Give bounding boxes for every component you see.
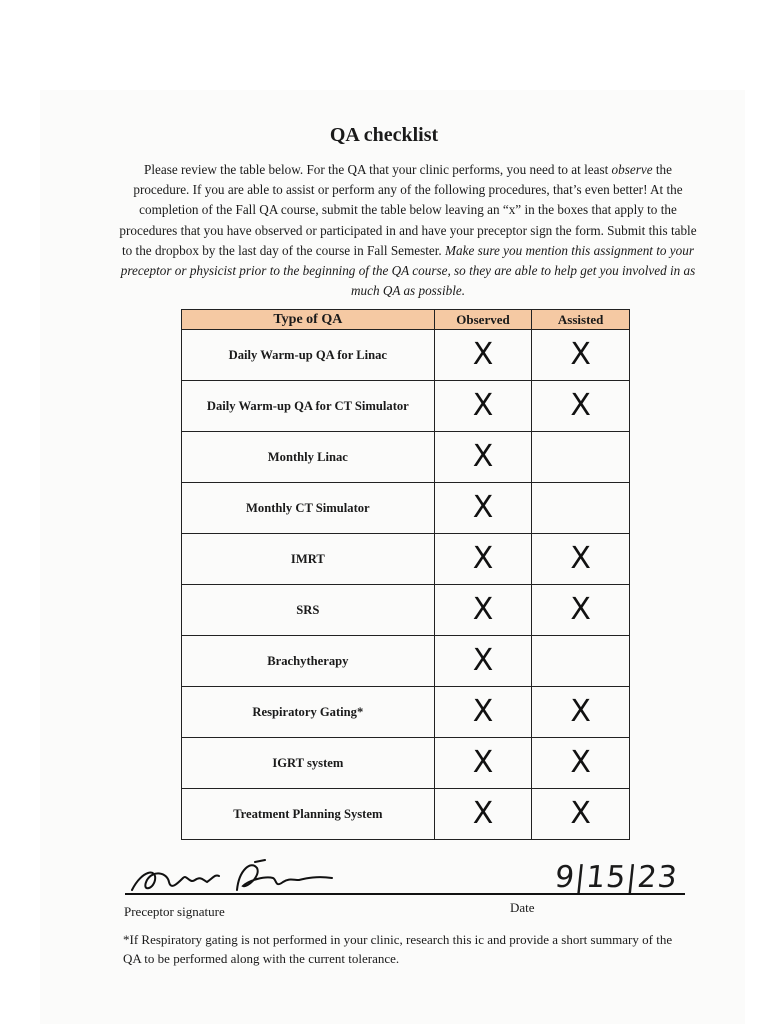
observed-cell xyxy=(434,738,532,789)
assisted-cell xyxy=(532,483,630,534)
table-row xyxy=(182,789,630,840)
table-body xyxy=(182,330,630,840)
table-row xyxy=(182,432,630,483)
table-row xyxy=(182,585,630,636)
assisted-cell xyxy=(532,381,630,432)
qa-type-cell: Respiratory Gating* xyxy=(182,687,435,738)
assisted-cell xyxy=(532,534,630,585)
observed-cell xyxy=(434,432,532,483)
instructions-emphasis-observe: observe xyxy=(611,162,653,177)
page-title: QA checklist xyxy=(329,124,439,146)
table-row xyxy=(182,636,630,687)
observed-cell xyxy=(434,636,532,687)
table-row xyxy=(182,534,630,585)
assisted-mark: X xyxy=(570,694,591,729)
observed-mark: X xyxy=(472,694,494,729)
preceptor-signature-label: Preceptor signature xyxy=(124,904,225,919)
observed-mark: X xyxy=(472,337,494,372)
table-row xyxy=(182,483,630,534)
observed-mark: X xyxy=(472,490,494,525)
qa-type-cell: IMRT xyxy=(182,534,435,585)
observed-mark: X xyxy=(472,796,494,831)
table-row xyxy=(182,330,630,381)
instructions-text-2: the procedure. If you are able to assist or perform any of the following procedures, that’s even better! At the completion of the Fall QA course, submit the table below leaving an “x” in the boxes that apply to the procedures that you have observed or participated in and have your preceptor sign the form. Submit this table to the dropbox by the last day of the course in Fall Semester. xyxy=(119,162,697,258)
qa-checklist-table xyxy=(181,309,630,840)
qa-type-cell: Monthly Linac xyxy=(182,432,435,483)
table-row xyxy=(182,738,630,789)
table-header-row xyxy=(182,310,630,330)
assisted-mark: X xyxy=(570,796,591,831)
assisted-mark: X xyxy=(570,541,591,576)
assisted-mark: X xyxy=(570,337,591,372)
assisted-mark: X xyxy=(570,745,591,780)
assisted-cell xyxy=(532,330,630,381)
assisted-cell xyxy=(532,432,630,483)
observed-mark: X xyxy=(472,643,494,678)
assisted-cell xyxy=(532,687,630,738)
observed-cell xyxy=(434,330,532,381)
table-row xyxy=(182,687,630,738)
observed-mark: X xyxy=(472,541,494,576)
qa-type-cell: SRS xyxy=(182,585,435,636)
assisted-cell xyxy=(532,738,630,789)
instructions-emphasis-note: Make sure you mention this assignment to your preceptor or physicist prior to the beginning of the QA course, so they are able to help get you involved in as much QA as possible. xyxy=(120,242,696,299)
assisted-mark: X xyxy=(570,592,591,627)
observed-mark: X xyxy=(472,388,494,423)
qa-type-cell: Brachytherapy xyxy=(182,636,435,687)
header-observed: Observed xyxy=(434,310,532,330)
instructions-paragraph xyxy=(118,160,698,301)
observed-cell xyxy=(434,789,532,840)
qa-type-cell: Daily Warm-up QA for Linac xyxy=(182,330,435,381)
signature-line xyxy=(125,893,685,895)
table-row xyxy=(182,381,630,432)
header-assisted: Assisted xyxy=(532,310,630,330)
assisted-cell xyxy=(532,636,630,687)
observed-mark: X xyxy=(472,592,494,627)
observed-cell xyxy=(434,687,532,738)
assisted-cell xyxy=(532,789,630,840)
footnote: *If Respiratory gating is not performed in your clinic, research this ic and provide a short summary of the QA to be performed along with the current tolerance. xyxy=(123,932,673,966)
instructions-text-1: Please review the table below. For the QA that your clinic performs, you need to at least xyxy=(144,162,612,177)
observed-cell xyxy=(434,381,532,432)
qa-type-cell: Monthly CT Simulator xyxy=(182,483,435,534)
qa-type-cell: Daily Warm-up QA for CT Simulator xyxy=(182,381,435,432)
handwritten-date: 9|15|23 xyxy=(553,860,680,895)
qa-type-cell: Treatment Planning System xyxy=(182,789,435,840)
observed-mark: X xyxy=(472,439,494,474)
observed-mark: X xyxy=(472,745,494,780)
assisted-mark: X xyxy=(570,388,591,423)
qa-type-cell: IGRT system xyxy=(182,738,435,789)
header-type-of-qa: Type of QA xyxy=(182,310,435,330)
observed-cell xyxy=(434,534,532,585)
observed-cell xyxy=(434,483,532,534)
observed-cell xyxy=(434,585,532,636)
date-label: Date xyxy=(510,900,535,915)
assisted-cell xyxy=(532,585,630,636)
